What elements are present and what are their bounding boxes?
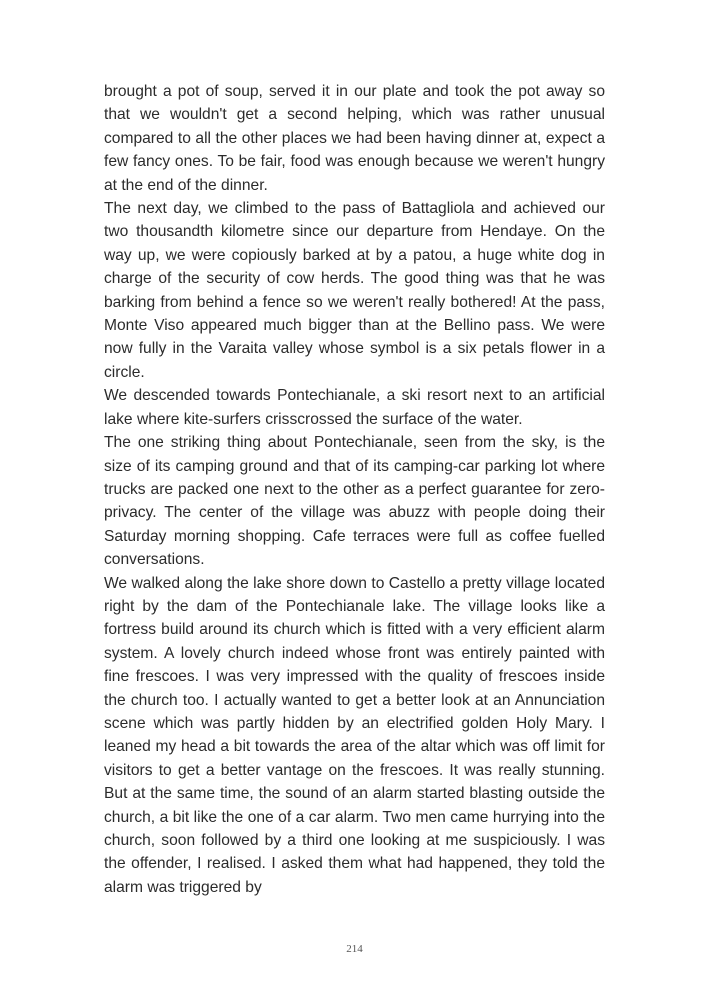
paragraph-pontechianale-village: The one striking thing about Pontechianale, seen from the sky, is the size of its camping ground and that of its camping-car parking lot where trucks are packed one next to the other as a perfect guarantee for zero-privacy. The center of the village was abuzz with people doing their Saturday morning shopping. Cafe terraces were full as coffee fuelled conversations. [104, 434, 605, 569]
paragraph-castello-church: We walked along the lake shore down to Castello a pretty village located right by the dam of the Pontechianale lake. The village looks like a fortress build around its church which is fitted with a very efficient alarm system. A lovely church indeed whose front was entirely painted with fine frescoes. I was very impressed with the quality of frescoes inside the church too. I actually wanted to get a better look at an Annunciation scene which was partly hidden by an electrified golden Holy Mary. I leaned my head a bit towards the area of the altar which was off limit for visitors to get a better vantage on the frescoes. It was really stunning. But at the same time, the sound of an alarm started blasting outside the church, a bit like the one of a car alarm. Two men came hurrying into the church, soon followed by a third one looking at me suspiciously. I was the offender, I realised. I asked them what had happened, they told the alarm was triggered by [104, 574, 605, 896]
paragraph-battagliola-pass: The next day, we climbed to the pass of Battagliola and achieved our two thousandth kilometre since our departure from Hendaye. On the way up, we were copiously barked at by a patou, a huge white dog in charge of the security of cow herds. The good thing was that he was barking from behind a fence so we weren't really bothered! At the pass, Monte Viso appeared much bigger than at the Bellino pass. We were now fully in the Varaita valley whose symbol is a six petals flower in a circle. [104, 200, 605, 381]
body-text [104, 80, 605, 899]
page-number: 214 [346, 943, 363, 955]
paragraph-pontechianale-descent: We descended towards Pontechianale, a ski resort next to an artificial lake where kite-surfers crisscrossed the surface of the water. [104, 387, 605, 428]
paragraph-soup: brought a pot of soup, served it in our plate and took the pot away so that we wouldn't get a second helping, which was rather unusual compared to all the other places we had been having dinner at, expect a few fancy ones. To be fair, food was enough because we weren't hungry at the end of the dinner. [104, 83, 605, 194]
